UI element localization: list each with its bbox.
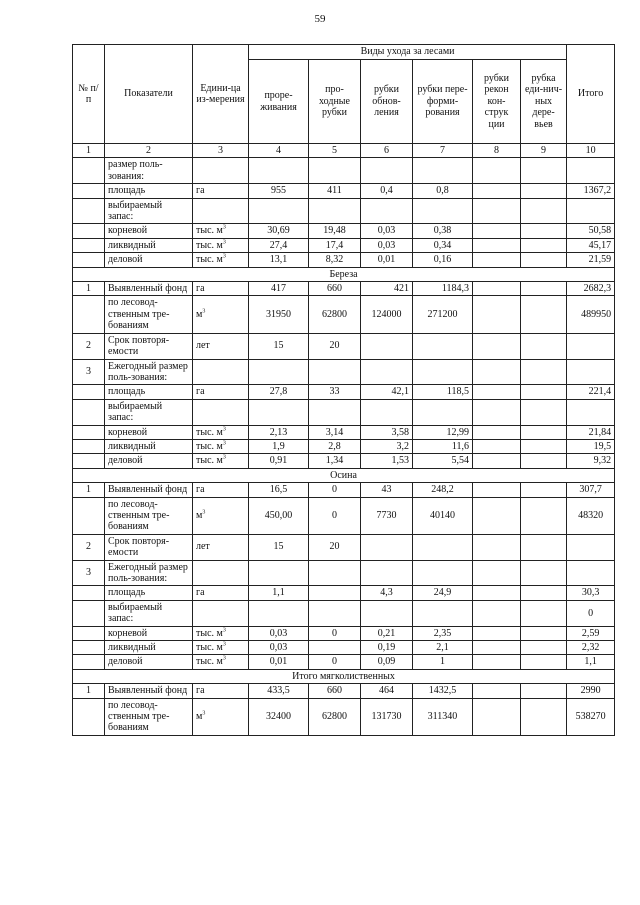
cell: 1,1 (249, 586, 309, 600)
row-number: 1 (73, 684, 105, 698)
table-row (73, 684, 615, 698)
col-number: 2 (105, 144, 193, 158)
row-label: Ежегодный размер поль-зования: (105, 359, 193, 385)
row-label: площадь (105, 586, 193, 600)
col-number: 9 (521, 144, 567, 158)
table-row (73, 158, 615, 184)
cell: 0 (309, 483, 361, 497)
cell: 50,58 (567, 224, 615, 238)
row-label: Выявленный фонд (105, 282, 193, 296)
cell: 33 (309, 385, 361, 399)
table-row (73, 497, 615, 534)
section-title: Осина (73, 468, 615, 482)
cell: 30,69 (249, 224, 309, 238)
row-label: площадь (105, 385, 193, 399)
cell: 131730 (361, 698, 413, 735)
cell: 62800 (309, 698, 361, 735)
header-type-pass: про-ходные рубки (309, 60, 361, 144)
row-label: выбираемый запас: (105, 198, 193, 224)
row-number: 1 (73, 483, 105, 497)
cell: 0,4 (361, 184, 413, 198)
cell: 17,4 (309, 238, 361, 252)
cell: 2990 (567, 684, 615, 698)
row-label: по лесовод-ственным тре-бованиям (105, 296, 193, 333)
cell: 118,5 (413, 385, 473, 399)
table-row (73, 282, 615, 296)
row-label: площадь (105, 184, 193, 198)
cell: 20 (309, 333, 361, 359)
row-number: 1 (73, 282, 105, 296)
col-number: 7 (413, 144, 473, 158)
col-number: 6 (361, 144, 413, 158)
cell: 411 (309, 184, 361, 198)
table-row (73, 586, 615, 600)
cell: 660 (309, 684, 361, 698)
cell: 1184,3 (413, 282, 473, 296)
unit-cell: га (193, 483, 249, 497)
row-label: Срок повторя-емости (105, 333, 193, 359)
forest-care-table (72, 44, 615, 736)
unit-cell: тыс. $м^3$ (193, 425, 249, 439)
cell: 24,9 (413, 586, 473, 600)
cell: 0,01 (361, 253, 413, 267)
row-label: ликвидный (105, 641, 193, 655)
cell: 5,54 (413, 454, 473, 468)
cell: 0,91 (249, 454, 309, 468)
cell: 62800 (309, 296, 361, 333)
col-number: 4 (249, 144, 309, 158)
section-row-softwood-total (73, 669, 615, 683)
cell: 0 (309, 626, 361, 640)
row-number: 3 (73, 560, 105, 586)
cell: 2,32 (567, 641, 615, 655)
cell: 0,38 (413, 224, 473, 238)
header-num: № п/п (73, 45, 105, 144)
page-number: 59 (314, 13, 326, 25)
table-row (73, 425, 615, 439)
cell: 464 (361, 684, 413, 698)
row-number: 2 (73, 534, 105, 560)
cell: 660 (309, 282, 361, 296)
row-label: ликвидный (105, 439, 193, 453)
cell: 7730 (361, 497, 413, 534)
row-label: по лесовод-ственным тре-бованиям (105, 698, 193, 735)
table-row (73, 454, 615, 468)
row-label: корневой (105, 626, 193, 640)
cell: 0 (567, 600, 615, 626)
unit-cell: тыс. $м^3$ (193, 626, 249, 640)
cell: 20 (309, 534, 361, 560)
cell: 40140 (413, 497, 473, 534)
cell: 450,00 (249, 497, 309, 534)
cell: 0 (309, 497, 361, 534)
cell: 0 (309, 655, 361, 669)
table-row (73, 385, 615, 399)
cell: 27,4 (249, 238, 309, 252)
cell: 42,1 (361, 385, 413, 399)
unit-cell: лет (193, 534, 249, 560)
cell: 2,8 (309, 439, 361, 453)
cell: 43 (361, 483, 413, 497)
cell: 1,9 (249, 439, 309, 453)
cell: 1,34 (309, 454, 361, 468)
table-row (73, 698, 615, 735)
section-title: Береза (73, 267, 615, 281)
cell: 489950 (567, 296, 615, 333)
cell: 0,03 (361, 224, 413, 238)
row-label: выбираемый запас: (105, 600, 193, 626)
cell: 271200 (413, 296, 473, 333)
unit-cell: $м^3$ (193, 497, 249, 534)
table-row (73, 600, 615, 626)
cell: 417 (249, 282, 309, 296)
cell: 0,03 (249, 641, 309, 655)
unit-cell: тыс. $м^3$ (193, 439, 249, 453)
table-row (73, 296, 615, 333)
row-label: корневой (105, 224, 193, 238)
cell: 311340 (413, 698, 473, 735)
table-row (73, 626, 615, 640)
cell: 0,21 (361, 626, 413, 640)
unit-cell: га (193, 684, 249, 698)
cell: 15 (249, 534, 309, 560)
cell: 45,17 (567, 238, 615, 252)
table-row (73, 483, 615, 497)
col-number: 3 (193, 144, 249, 158)
cell: 21,84 (567, 425, 615, 439)
cell: 1,1 (567, 655, 615, 669)
cell: 1367,2 (567, 184, 615, 198)
cell: 0,03 (361, 238, 413, 252)
row-label: Ежегодный размер поль-зования: (105, 560, 193, 586)
row-number: 2 (73, 333, 105, 359)
cell: 48320 (567, 497, 615, 534)
cell: 30,3 (567, 586, 615, 600)
cell: 2,1 (413, 641, 473, 655)
row-label: деловой (105, 655, 193, 669)
cell: 0,8 (413, 184, 473, 198)
cell: 0,03 (249, 626, 309, 640)
cell: 9,32 (567, 454, 615, 468)
unit-cell: лет (193, 333, 249, 359)
header-row-1 (73, 45, 615, 60)
table-row (73, 534, 615, 560)
unit-cell: га (193, 385, 249, 399)
col-number: 10 (567, 144, 615, 158)
cell: 2,13 (249, 425, 309, 439)
cell: 3,58 (361, 425, 413, 439)
row-label: Срок повторя-емости (105, 534, 193, 560)
unit-cell: тыс. $м^3$ (193, 454, 249, 468)
cell: 1,53 (361, 454, 413, 468)
cell: 0,09 (361, 655, 413, 669)
row-label: Выявленный фонд (105, 684, 193, 698)
unit-cell: тыс. $м^3$ (193, 253, 249, 267)
cell: 307,7 (567, 483, 615, 497)
cell: 13,1 (249, 253, 309, 267)
cell: 15 (249, 333, 309, 359)
table-row (73, 439, 615, 453)
table-row (73, 224, 615, 238)
row-label: ликвидный (105, 238, 193, 252)
cell: 1 (413, 655, 473, 669)
section-row-aspen (73, 468, 615, 482)
row-label: выбираемый запас: (105, 399, 193, 425)
cell: 8,32 (309, 253, 361, 267)
table-row (73, 655, 615, 669)
section-row-birch (73, 267, 615, 281)
row-label: деловой (105, 454, 193, 468)
header-unit: Едини-ца из-мерения (193, 45, 249, 144)
unit-cell: га (193, 586, 249, 600)
table-row (73, 238, 615, 252)
cell: 32400 (249, 698, 309, 735)
cell: 1432,5 (413, 684, 473, 698)
unit-cell: тыс. $м^3$ (193, 238, 249, 252)
cell: 0,16 (413, 253, 473, 267)
table-row (73, 333, 615, 359)
cell: 12,99 (413, 425, 473, 439)
cell: 955 (249, 184, 309, 198)
header-type-reconstruction: рубки рекон кон-струк ции (473, 60, 521, 144)
cell: 221,4 (567, 385, 615, 399)
col-number: 5 (309, 144, 361, 158)
cell: 2,35 (413, 626, 473, 640)
cell: 124000 (361, 296, 413, 333)
cell: 3,2 (361, 439, 413, 453)
cell: 0,34 (413, 238, 473, 252)
cell: 16,5 (249, 483, 309, 497)
table-row (73, 399, 615, 425)
cell: 4,3 (361, 586, 413, 600)
unit-cell: тыс. $м^3$ (193, 224, 249, 238)
table-row (73, 359, 615, 385)
table-row (73, 641, 615, 655)
table-row (73, 198, 615, 224)
cell: 3,14 (309, 425, 361, 439)
cell: 0,19 (361, 641, 413, 655)
row-label: деловой (105, 253, 193, 267)
header-indicator: Показатели (105, 45, 193, 144)
header-total: Итого (567, 45, 615, 144)
unit-cell: $м^3$ (193, 296, 249, 333)
row-label: размер поль-зования: (105, 158, 193, 184)
col-number: 1 (73, 144, 105, 158)
cell: 19,48 (309, 224, 361, 238)
cell: 433,5 (249, 684, 309, 698)
unit-cell: $м^3$ (193, 698, 249, 735)
row-label: корневой (105, 425, 193, 439)
cell: 19,5 (567, 439, 615, 453)
cell: 538270 (567, 698, 615, 735)
header-type-renewal: рубки обнов-ления (361, 60, 413, 144)
header-care-types: Виды ухода за лесами (249, 45, 567, 60)
header-type-thinning: проре-живания (249, 60, 309, 144)
unit-cell: тыс. $м^3$ (193, 641, 249, 655)
table-row (73, 184, 615, 198)
cell: 2,59 (567, 626, 615, 640)
column-numbers-row (73, 144, 615, 158)
col-number: 8 (473, 144, 521, 158)
unit-cell: га (193, 282, 249, 296)
header-type-single-trees: рубка еди-нич-ных дере-вьев (521, 60, 567, 144)
table-row (73, 560, 615, 586)
header-type-reform: рубки пере-форми-рования (413, 60, 473, 144)
cell: 27,8 (249, 385, 309, 399)
cell: 31950 (249, 296, 309, 333)
row-number: 3 (73, 359, 105, 385)
row-label: Выявленный фонд (105, 483, 193, 497)
row-label: по лесовод-ственным тре-бованиям (105, 497, 193, 534)
table-row (73, 253, 615, 267)
unit-cell: га (193, 184, 249, 198)
cell: 2682,3 (567, 282, 615, 296)
cell: 21,59 (567, 253, 615, 267)
cell: 421 (361, 282, 413, 296)
unit-cell: тыс. $м^3$ (193, 655, 249, 669)
cell: 248,2 (413, 483, 473, 497)
section-title: Итого мягколиственных (73, 669, 615, 683)
cell: 0,01 (249, 655, 309, 669)
cell: 11,6 (413, 439, 473, 453)
